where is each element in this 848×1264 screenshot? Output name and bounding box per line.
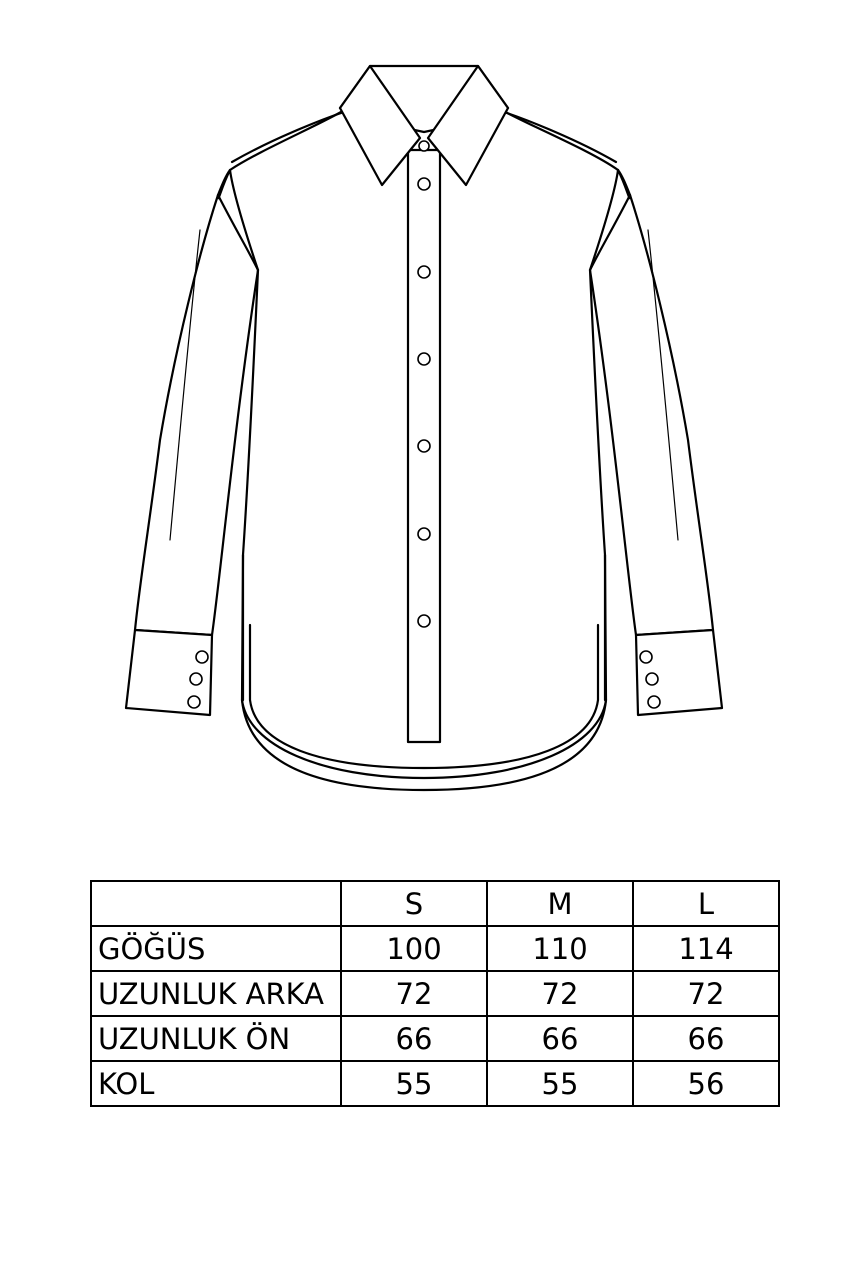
table-cell: 72 bbox=[341, 971, 487, 1016]
table-cell: 114 bbox=[633, 926, 779, 971]
row-label: UZUNLUK ÖN bbox=[91, 1016, 341, 1061]
table-cell: 110 bbox=[487, 926, 633, 971]
table-cell: 56 bbox=[633, 1061, 779, 1106]
row-label: GÖĞÜS bbox=[91, 926, 341, 971]
table-cell: 55 bbox=[341, 1061, 487, 1106]
table-header-row bbox=[91, 881, 779, 926]
header-empty-cell bbox=[91, 881, 341, 926]
size-chart-table bbox=[90, 880, 780, 1107]
row-label: KOL bbox=[91, 1061, 341, 1106]
table-cell: 66 bbox=[487, 1016, 633, 1061]
table-cell: 66 bbox=[633, 1016, 779, 1061]
table-row bbox=[91, 1061, 779, 1106]
row-label: UZUNLUK ARKA bbox=[91, 971, 341, 1016]
table-cell: 100 bbox=[341, 926, 487, 971]
table-row bbox=[91, 1016, 779, 1061]
column-header-s: S bbox=[341, 881, 487, 926]
table-cell: 66 bbox=[341, 1016, 487, 1061]
table-cell: 72 bbox=[487, 971, 633, 1016]
column-header-m: M bbox=[487, 881, 633, 926]
table-row bbox=[91, 926, 779, 971]
table-cell: 72 bbox=[633, 971, 779, 1016]
table-row bbox=[91, 971, 779, 1016]
column-header-l: L bbox=[633, 881, 779, 926]
table-cell: 55 bbox=[487, 1061, 633, 1106]
